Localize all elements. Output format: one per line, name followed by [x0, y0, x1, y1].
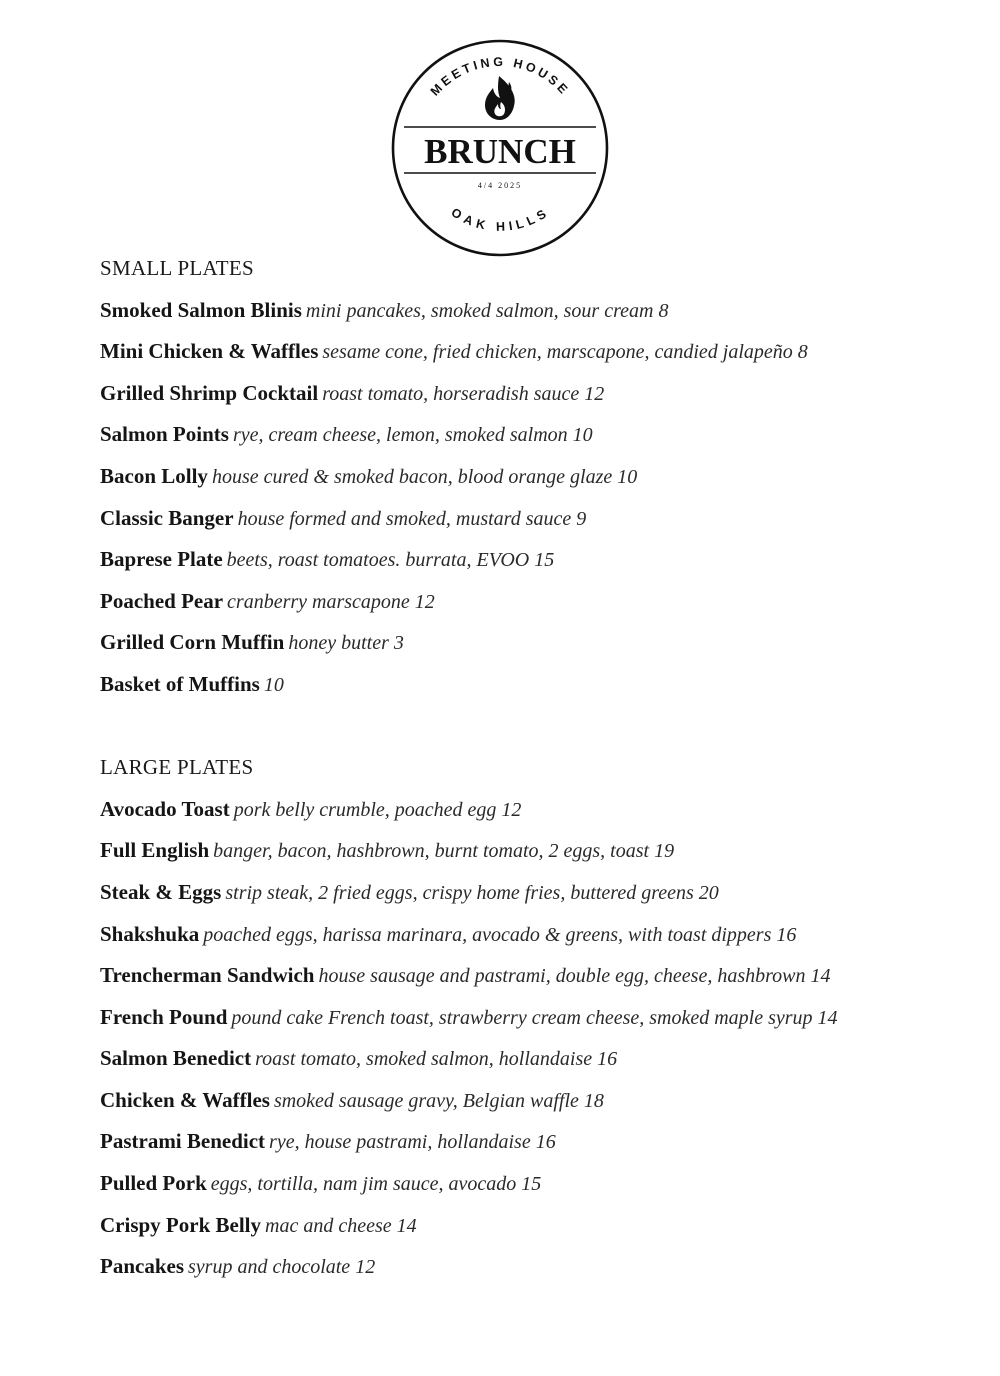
- item-description: pork belly crumble, poached egg 12: [233, 798, 522, 821]
- item-name: Classic Banger: [100, 505, 234, 530]
- item-name: Salmon Points: [100, 422, 229, 447]
- item-name: Baprese Plate: [100, 547, 223, 572]
- item-name: Trencherman Sandwich: [100, 963, 315, 988]
- section-title: SMALL PLATES: [100, 256, 254, 280]
- logo-top-arc-text: MEETING HOUSE: [427, 54, 573, 99]
- menu-item: [100, 373, 960, 415]
- item-name: Crispy Pork Belly: [100, 1212, 261, 1237]
- item-name: Grilled Shrimp Cocktail: [100, 380, 319, 405]
- menu-item: [100, 1205, 960, 1247]
- item-name: Pancakes: [100, 1254, 184, 1279]
- item-description: rye, cream cheese, lemon, smoked salmon 10: [232, 424, 593, 447]
- item-description: house cured & smoked bacon, blood orange glaze 10: [211, 465, 638, 488]
- menu-item: [100, 664, 960, 706]
- item-description: rye, house pastrami, hollandaise 16: [269, 1131, 556, 1154]
- menu-item: [100, 581, 960, 623]
- item-name: Grilled Corn Muffin: [100, 630, 285, 655]
- menu-item: [100, 1246, 960, 1288]
- menu-list: [100, 789, 960, 1288]
- restaurant-logo: [390, 38, 610, 258]
- item-description: strip steak, 2 fried eggs, crispy home fries, buttered greens 20: [225, 881, 719, 904]
- menu-item: [100, 1163, 960, 1205]
- item-description: smoked sausage gravy, Belgian waffle 18: [273, 1089, 604, 1112]
- logo-bottom-arc-text: OAK HILLS: [448, 205, 552, 234]
- menu: [100, 248, 960, 1288]
- item-name: Poached Pear: [100, 588, 224, 613]
- item-description: house formed and smoked, mustard sauce 9: [237, 507, 587, 530]
- item-description: pound cake French toast, strawberry cream cheese, smoked maple syrup 14: [231, 1006, 838, 1029]
- menu-item: [100, 290, 960, 332]
- item-description: mini pancakes, smoked salmon, sour cream 8: [305, 299, 669, 322]
- section-large-plates: [100, 747, 960, 1288]
- logo-title: BRUNCH: [424, 132, 576, 171]
- item-name: Bacon Lolly: [100, 463, 208, 488]
- item-description: 10: [263, 673, 284, 696]
- section-spacer: [100, 706, 960, 748]
- item-name: Shakshuka: [100, 921, 200, 946]
- item-description: eggs, tortilla, nam jim sauce, avocado 15: [210, 1173, 542, 1196]
- menu-item: [100, 955, 960, 997]
- menu-item: [100, 1080, 960, 1122]
- menu-item: [100, 1038, 960, 1080]
- item-description: roast tomato, smoked salmon, hollandaise 16: [255, 1048, 618, 1071]
- item-description: syrup and chocolate 12: [188, 1256, 376, 1279]
- menu-item: [100, 789, 960, 831]
- item-name: Salmon Benedict: [100, 1046, 252, 1071]
- item-name: Pulled Pork: [100, 1171, 207, 1196]
- item-name: Basket of Muffins: [100, 671, 260, 696]
- menu-item: [100, 456, 960, 498]
- menu-item: [100, 830, 960, 872]
- item-name: Avocado Toast: [100, 796, 230, 821]
- item-description: cranberry marscapone 12: [227, 590, 435, 613]
- logo-date: 4/4 2025: [477, 181, 523, 190]
- section-small-plates: [100, 248, 960, 706]
- logo-seal: [390, 38, 610, 258]
- section-title: LARGE PLATES: [100, 755, 254, 780]
- item-description: house sausage and pastrami, double egg, cheese, hashbrown 14: [318, 965, 831, 988]
- menu-item: [100, 914, 960, 956]
- item-description: roast tomato, horseradish sauce 12: [322, 382, 605, 405]
- menu-item: [100, 498, 960, 540]
- item-name: Full English: [100, 838, 210, 863]
- item-name: Pastrami Benedict: [100, 1129, 266, 1154]
- menu-item: [100, 997, 960, 1039]
- item-description: poached eggs, harissa marinara, avocado & greens, with toast dippers 16: [203, 923, 797, 946]
- item-description: banger, bacon, hashbrown, burnt tomato, 2 eggs, toast 19: [213, 840, 675, 863]
- item-name: Chicken & Waffles: [100, 1087, 270, 1112]
- menu-item: [100, 331, 960, 373]
- flame-icon: [485, 76, 515, 120]
- menu-item: [100, 1121, 960, 1163]
- menu-list: [100, 290, 960, 706]
- item-name: Mini Chicken & Waffles: [100, 339, 319, 364]
- item-name: Steak & Eggs: [100, 879, 222, 904]
- item-description: beets, roast tomatoes. burrata, EVOO 15: [226, 549, 555, 572]
- menu-item: [100, 539, 960, 581]
- menu-item: [100, 622, 960, 664]
- item-description: sesame cone, fried chicken, marscapone, candied jalapeño 8: [322, 341, 808, 364]
- menu-item: [100, 414, 960, 456]
- item-name: Smoked Salmon Blinis: [100, 297, 302, 322]
- item-name: French Pound: [100, 1004, 228, 1029]
- item-description: honey butter 3: [288, 632, 404, 655]
- menu-item: [100, 872, 960, 914]
- item-description: mac and cheese 14: [265, 1214, 417, 1237]
